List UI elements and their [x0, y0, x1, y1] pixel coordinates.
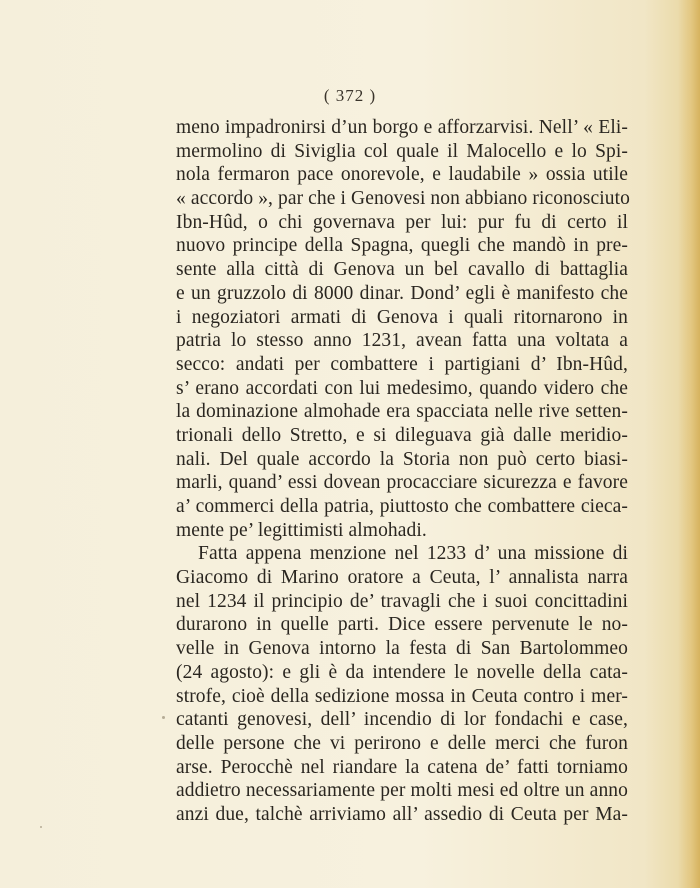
page-number: ( 372 ): [323, 86, 377, 105]
text-line: addietro necessariamente per molti mesi ed oltre un anno: [176, 780, 628, 802]
text-line: a’ commerci della patria, piuttosto che combattere cieca-: [176, 496, 628, 517]
paper-speck: [162, 716, 165, 719]
text-line: Ibn-Hûd, o chi governava per lui: pur fu di certo il: [176, 211, 628, 233]
text-line: « accordo », par che i Genovesi non abbiano riconosciuto: [176, 188, 630, 210]
page-edge-shading: [678, 0, 700, 888]
text-line: patria lo stesso anno 1231, avean fatta una voltata a: [176, 330, 628, 352]
text-line: secco: andati per combattere i partigiani d’ Ibn-Hûd,: [176, 353, 628, 375]
text-line: catanti genovesi, dell’ incendio di lor fondachi e case,: [176, 709, 628, 731]
paragraph-end-line: mente pe’ legittimisti almohadi.: [176, 519, 427, 541]
text-line: marli, quand’ essi dovean procacciare sicurezza e favore: [176, 472, 628, 494]
text-line: arse. Perocchè nel riandare la catena de’ fatti torniamo: [176, 756, 628, 778]
text-line: mermolino di Siviglia col quale il Malocello e lo Spi-: [176, 140, 628, 162]
paragraph-start-line: Fatta appena menzione nel 1233 d’ una missione di: [198, 543, 628, 565]
text-line: strofe, cioè della sedizione mossa in Ceuta contro i mer-: [176, 685, 628, 707]
text-line: nuovo principe della Spagna, quegli che mandò in pre-: [176, 235, 628, 257]
body-text: [176, 116, 628, 827]
text-line: velle in Genova intorno la festa di San Bartolommeo: [176, 638, 628, 660]
text-line: nali. Del quale accordo la Storia non può certo biasi-: [176, 448, 628, 470]
paper-speck: [40, 826, 42, 828]
text-line: meno impadronirsi d’un borgo e afforzarvisi. Nell’ « Eli-: [176, 117, 628, 138]
text-line: nola fermaron pace onorevole, e laudabile » ossia utile: [176, 164, 628, 186]
text-line: anzi due, talchè arriviamo all’ assedio di Ceuta per Ma-: [176, 803, 628, 825]
text-line: sente alla città di Genova un bel cavallo di battaglia: [176, 259, 628, 281]
text-line: durarono in quelle parti. Dice essere pervenute le no-: [176, 614, 628, 636]
text-line: la dominazione almohade era spacciata nelle rive setten-: [176, 401, 628, 423]
text-line: delle persone che vi perirono e delle merci che furon: [176, 732, 628, 754]
text-line: nel 1234 il principio de’ travagli che i suoi concittadini: [176, 590, 628, 612]
text-line: i negoziatori armati di Genova i quali ritornarono in: [176, 306, 628, 328]
text-line: Giacomo di Marino oratore a Ceuta, l’ annalista narra: [176, 567, 628, 589]
text-line: trionali dello Stretto, e si dileguava già dalle meridio-: [176, 424, 628, 446]
text-line: (24 agosto): e gli è da intendere le novelle della cata-: [176, 661, 628, 683]
text-line: e un gruzzolo di 8000 dinar. Dond’ egli è manifesto che: [176, 282, 628, 304]
text-line: s’ erano accordati con lui medesimo, quando videro che: [176, 377, 628, 399]
